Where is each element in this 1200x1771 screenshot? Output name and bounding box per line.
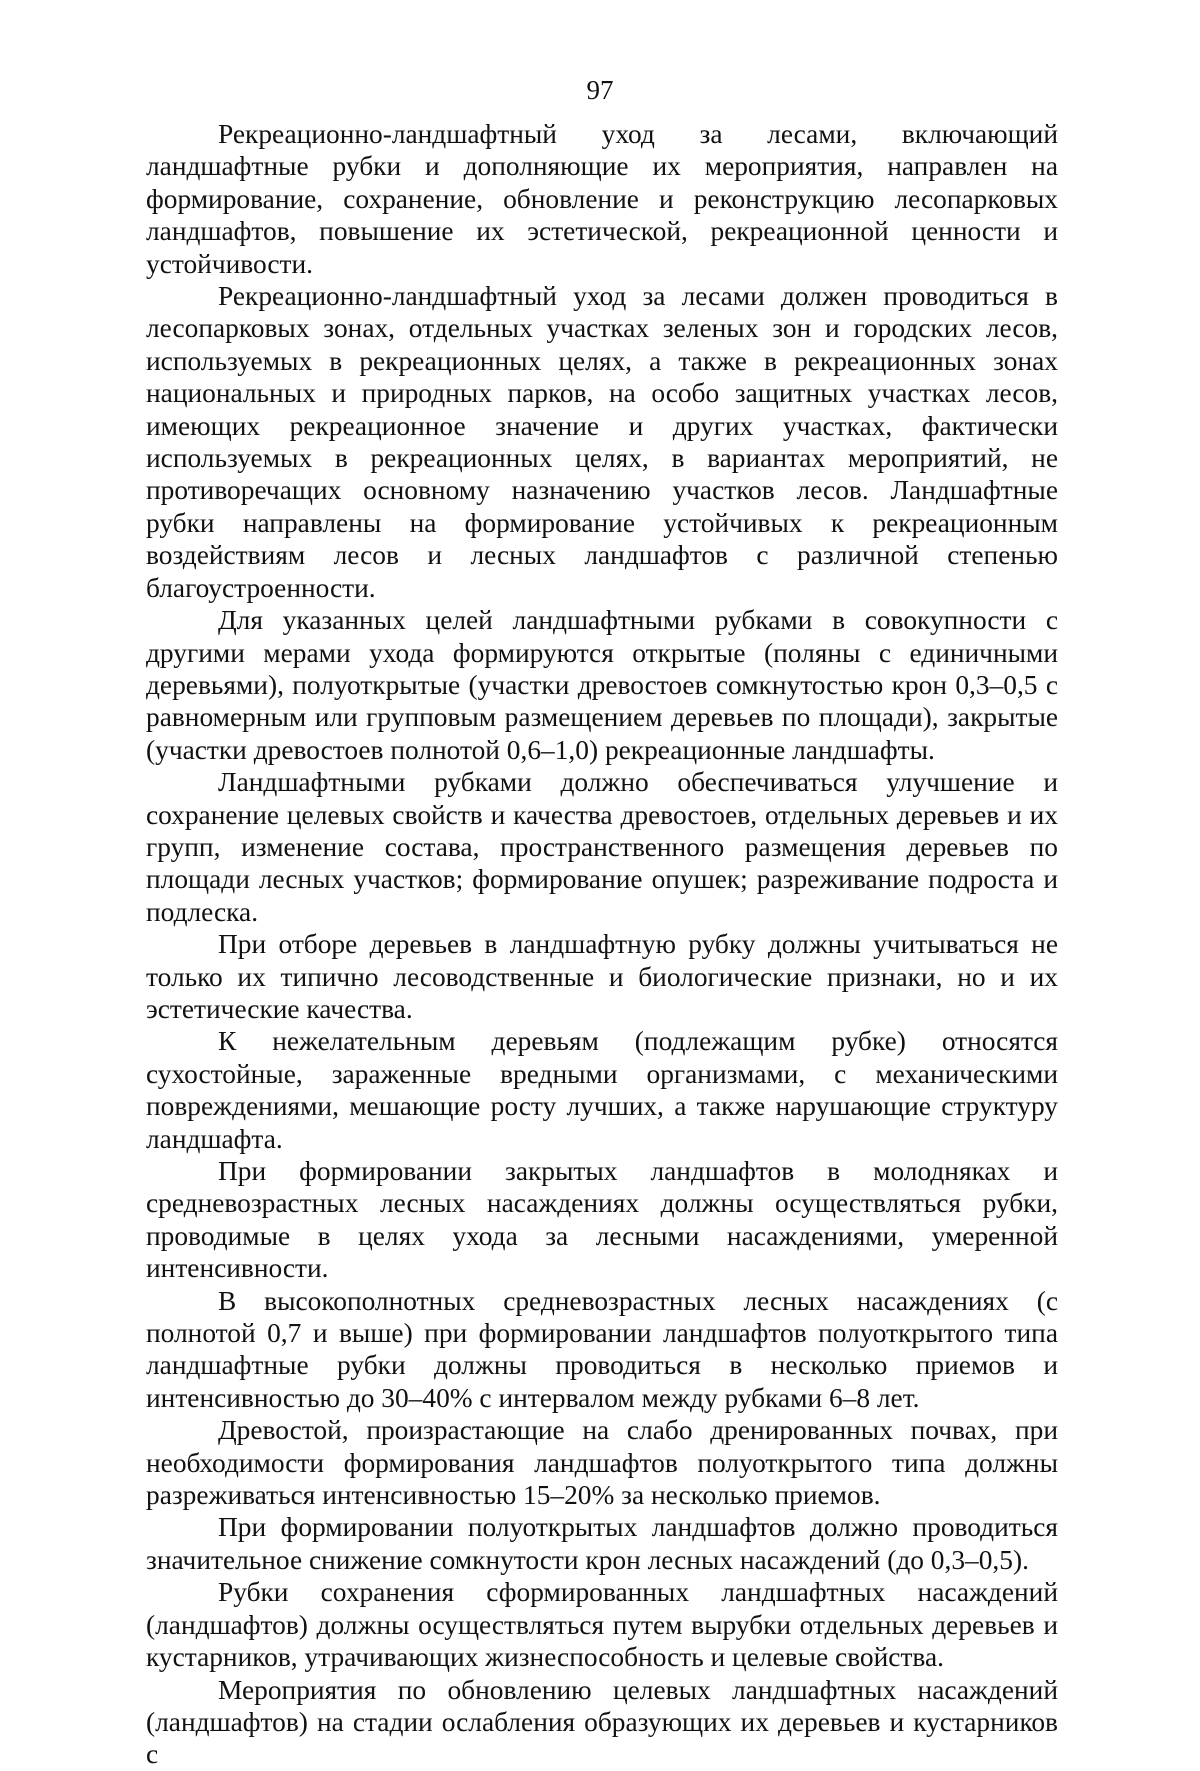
paragraph: Рекреационно-ландшафтный уход за лесами должен проводиться в лесопарковых зонах, отдельных участках зеленых зон и городских лесов, используемых в рекреационных целях, а также в рекреационных зонах национальных и природных парков, на особо защитных участках лесов, имеющих рекреационное значение и других участках, фактически используемых в рекреационных целях, в вариантах мероприятий, не противоречащих основному назначению участков лесов. Ландшафтные рубки направлены на формирование устойчивых к рекреационным воздействиям лесов и лесных ландшафтов с различной степенью благоустроенности. xyxy=(146,281,1058,603)
page-number: 97 xyxy=(586,75,614,105)
paragraph: Рекреационно-ландшафтный уход за лесами, включающий ландшафтные рубки и дополняющие их мероприятия, направлен на формирование, сохранение, обновление и реконструкцию лесопарковых ландшафтов, повышение их эстетической, рекреационной ценности и устойчивости. xyxy=(146,119,1058,279)
paragraph: Рубки сохранения сформированных ландшафтных насаждений (ландшафтов) должны осуществляться путем вырубки отдельных деревьев и кустарников, утрачивающих жизнеспособность и целевые свойства. xyxy=(146,1577,1058,1673)
document-body xyxy=(146,118,1058,1771)
paragraph: В высокополнотных средневозрастных лесных насаждениях (с полнотой 0,7 и выше) при формировании ландшафтов полуоткрытого типа ландшафтные рубки должны проводиться в несколько приемов и интенсивностью до 30–40% с интервалом между рубками 6–8 лет. xyxy=(146,1285,1058,1413)
paragraph: При формировании закрытых ландшафтов в молодняках и средневозрастных лесных насаждениях должны осуществляться рубки, проводимые в целях ухода за лесными насаждениями, умеренной интенсивности. xyxy=(146,1156,1058,1284)
paragraph: Ландшафтными рубками должно обеспечиваться улучшение и сохранение целевых свойств и качества древостоев, отдельных деревьев и их групп, изменение состава, пространственного размещения деревьев по площади лесных участков; формирование опушек; разреживание подроста и подлеска. xyxy=(146,767,1058,927)
paragraph: Древостой, произрастающие на слабо дренированных почвах, при необходимости формирования ландшафтов полуоткрытого типа должны разреживаться интенсивностью 15–20% за несколько приемов. xyxy=(146,1415,1058,1511)
paragraph: При отборе деревьев в ландшафтную рубку должны учитываться не только их типично лесоводственные и биологические признаки, но и их эстетические качества. xyxy=(146,929,1058,1024)
paragraph: При формировании полуоткрытых ландшафтов должно проводиться значительное снижение сомкнутости крон лесных насаждений (до 0,3–0,5). xyxy=(146,1512,1058,1575)
paragraph: Для указанных целей ландшафтными рубками в совокупности с другими мерами ухода формируются открытые (поляны с единичными деревьями), полуоткрытые (участки древостоев сомкнутостью крон 0,3–0,5 с равномерным или групповым размещением деревьев по площади), закрытые (участки древостоев полнотой 0,6–1,0) рекреационные ландшафты. xyxy=(146,605,1058,765)
paragraph: К нежелательным деревьям (подлежащим рубке) относятся сухостойные, зараженные вредными организмами, с механическими повреждениями, мешающие росту лучших, а также нарушающие структуру ландшафта. xyxy=(146,1026,1058,1154)
paragraph-continued: Мероприятия по обновлению целевых ландшафтных насаждений (ландшафтов) на стадии ослабления образующих их деревьев и кустарников с xyxy=(146,1674,1058,1770)
